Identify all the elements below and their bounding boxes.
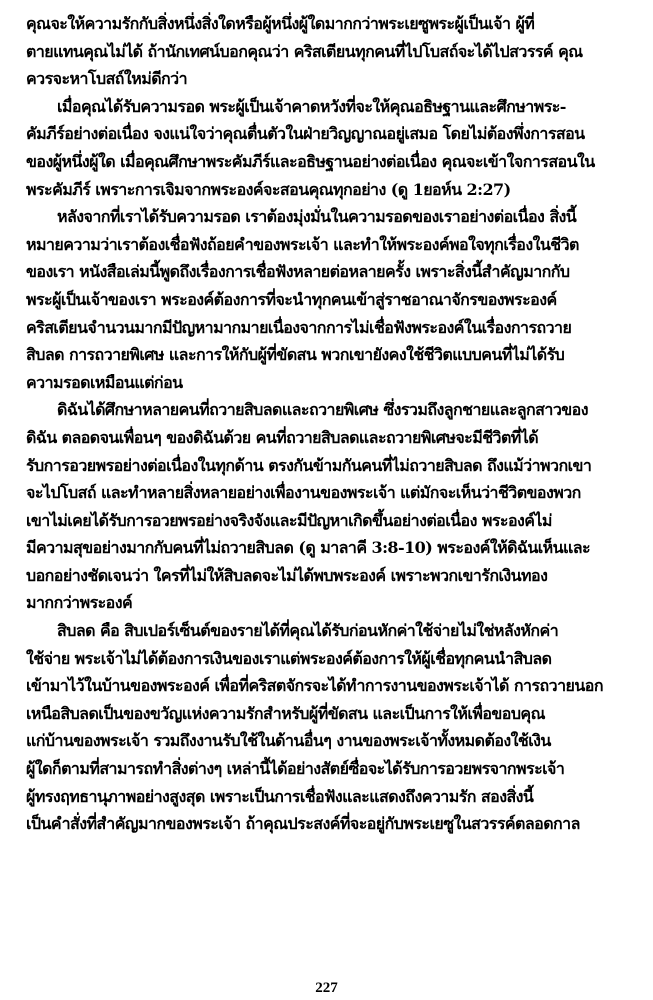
text-line: มากกว่าพระองค์ bbox=[26, 593, 133, 613]
text-line: บอกอย่างชัดเจนว่า ใครที่ไม่ให้สิบลดจะไม่ได้พบพระองค์ เพราะพวกเขารักเงินทอง bbox=[26, 565, 548, 585]
text-line: หลังจากที่เราได้รับความรอด เราต้องมุ่งมั่นในความรอดของเราอย่างต่อเนื่อง สิ่งนี้ bbox=[57, 207, 577, 227]
text-line: รับการอวยพรอย่างต่อเนื่องในทุกด้าน ตรงกันข้ามกันคนที่ไม่ถวายสิบลด ถึงแม้ว่าพวกเขา bbox=[26, 455, 592, 475]
text-line: คริสเตียนจำนวนมากมีปัญหามากมายเนื่องจากการไม่เชื่อฟังพระองค์ในเรื่องการถวาย bbox=[26, 317, 572, 337]
text-line: แก่บ้านของพระเจ้า รวมถึงงานรับใช้ในด้านอื่นๆ งานของพระเจ้าทั้งหมดต้องใช้เงิน bbox=[26, 731, 551, 751]
text-line: ดิฉัน ตลอดจนเพื่อนๆ ของดิฉันด้วย คนที่ถวายสิบลดและถวายพิเศษจะมีชีวิตที่ได้ bbox=[26, 427, 539, 447]
text-line: ใช้จ่าย พระเจ้าไม่ได้ต้องการเงินของเราแต่พระองค์ต้องการให้ผู้เชื่อทุกคนนำสิบลด bbox=[26, 648, 552, 668]
text-line: เมื่อคุณได้รับความรอด พระผู้เป็นเจ้าคาดหวังที่จะให้คุณอธิษฐานและศึกษาพระ- bbox=[57, 96, 566, 116]
text-line: ผู้ใดก็ตามที่สามารถทำสิ่งต่างๆ เหล่านี้ได้อย่างสัตย์ซื่อจะได้รับการอวยพรจากพระเจ้า bbox=[26, 759, 565, 779]
text-line: จะไปโบสถ์ และทำหลายสิ่งหลายอย่างเพื่องานของพระเจ้า แต่มักจะเห็นว่าชีวิตของพวก bbox=[26, 483, 581, 503]
text-line: มีความสุขอย่างมากกับคนที่ไม่ถวายสิบลด (ดู มาลาคี 3:8-10) พระองค์ให้ดิฉันเห็นและ bbox=[26, 538, 591, 558]
text-line: ดิฉันได้ศึกษาหลายคนที่ถวายสิบลดและถวายพิเศษ ซึ่งรวมถึงลูกชายและลูกสาวของ bbox=[57, 400, 588, 420]
text-line: ของผู้หนึ่งผู้ใด เมื่อคุณศึกษาพระคัมภีร์และอธิษฐานอย่างต่อเนื่อง คุณจะเข้าใจการสอนใน bbox=[26, 151, 595, 171]
text-line: เขาไม่เคยได้รับการอวยพรอย่างจริงจังและมีปัญหาเกิดขึ้นอย่างต่อเนื่อง พระองค์ไม่ bbox=[26, 510, 552, 530]
text-line: พระผู้เป็นเจ้าของเรา พระองค์ต้องการที่จะนำทุกคนเข้าสู่ราชอาณาจักรของพระองค์ bbox=[26, 289, 557, 309]
text-line: พระคัมภีร์ เพราะการเจิมจากพระองค์จะสอนคุณทุกอย่าง (ดู 1ยอห์น 2:27) bbox=[26, 179, 511, 199]
document-body bbox=[26, 10, 638, 838]
text-line: ผู้ทรงฤทธานุภาพอย่างสูงสุด เพราะเป็นการเชื่อฟังและแสดงถึงความรัก สองสิ่งนี้ bbox=[26, 786, 534, 806]
page-number: 227 bbox=[315, 980, 338, 996]
text-line: เหนือสิบลดเป็นของขวัญแห่งความรักสำหรับผู้ที่ขัดสน และเป็นการให้เพื่อขอบคุณ bbox=[26, 703, 545, 723]
text-line: สิบลด คือ สิบเปอร์เซ็นต์ของรายได้ที่คุณได้รับก่อนหักค่าใช้จ่ายไม่ใช่หลังหักค่า bbox=[57, 621, 559, 641]
text-line: ความรอดเหมือนแต่ก่อน bbox=[26, 372, 183, 392]
text-line: คัมภีร์อย่างต่อเนื่อง จงแน่ใจว่าคุณตื่นตัวในฝ่ายวิญญาณอยู่เสมอ โดยไม่ต้องพึ่งการสอน bbox=[26, 124, 585, 144]
text-line: เป็นคำสั่งที่สำคัญมากของพระเจ้า ถ้าคุณประสงค์ที่จะอยู่กับพระเยซูในสวรรค์ตลอดกาล bbox=[26, 814, 580, 834]
text-line: ควรจะหาโบสถ์ใหม่ดีกว่า bbox=[26, 69, 188, 89]
text-line: เข้ามาไว้ในบ้านของพระองค์ เพื่อที่คริสตจักรจะได้ทำการงานของพระเจ้าได้ การถวายนอก bbox=[26, 676, 603, 696]
text-line: ตายแทนคุณไม่ได้ ถ้านักเทศน์บอกคุณว่า คริสเตียนทุกคนที่ไปโบสถ์จะได้ไปสวรรค์ คุณ bbox=[26, 41, 583, 61]
text-line: ของเรา หนังสือเล่มนี้พูดถึงเรื่องการเชื่อฟังหลายต่อหลายครั้ง เพราะสิ่งนี้สำคัญมากกับ bbox=[26, 262, 570, 282]
text-line: หมายความว่าเราต้องเชื่อฟังถ้อยคำของพระเจ้า และทำให้พระองค์พอใจทุกเรื่องในชีวิต bbox=[26, 234, 579, 254]
text-line: คุณจะให้ความรักกับสิ่งหนึ่งสิ่งใดหรือผู้หนึ่งผู้ใดมากกว่าพระเยซูพระผู้เป็นเจ้า ผู้ที่ bbox=[26, 14, 535, 33]
text-line: สิบลด การถวายพิเศษ และการให้กับผู้ที่ขัดสน พวกเขายังคงใช้ชีวิตแบบคนที่ไม่ได้รับ bbox=[26, 345, 565, 365]
